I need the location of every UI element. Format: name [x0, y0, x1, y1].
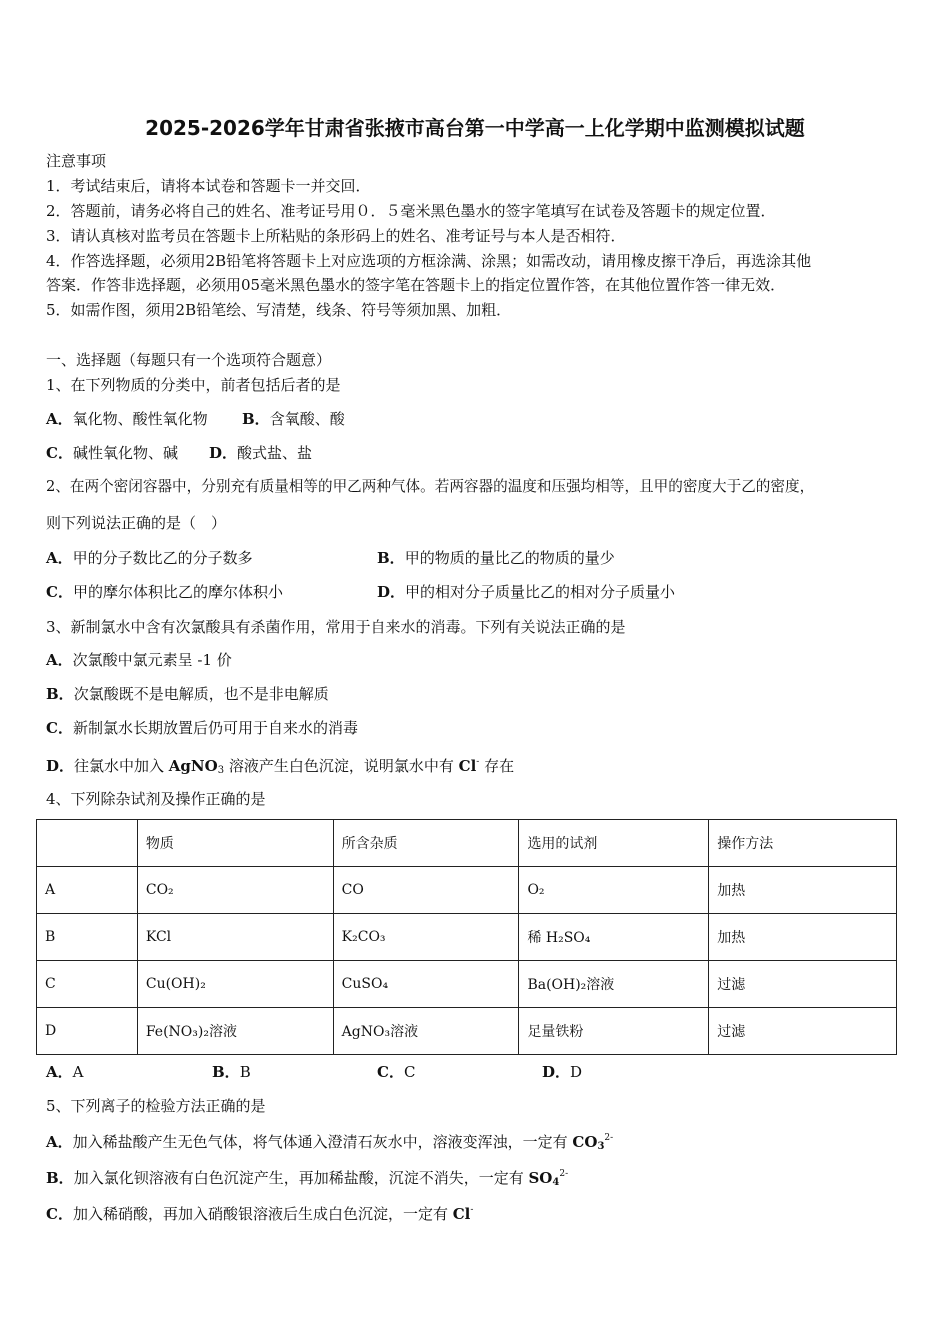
notice-item-4-cont: 答案．作答非选择题，必须用05毫米黑色墨水的签字笔在答题卡上的指定位置作答，在其他位置作答一律无效． [46, 276, 786, 294]
table-cell: 足量铁粉 [519, 1008, 709, 1055]
table-cell: O₂ [519, 867, 709, 914]
question-4-stem: 4、下列除杂试剂及操作正确的是 [46, 790, 266, 808]
q1-option-a: A．氧化物、酸性氧化物 [46, 410, 208, 428]
q3-option-d: D．往氯水中加入 AgNO$_3$ 溶液产生白色沉淀，说明氯水中有 Cl- 存在 [46, 757, 515, 776]
q2-option-d: D．甲的相对分子质量比乙的相对分子质量小 [377, 583, 676, 601]
q3-option-a: A．次氯酸中氯元素呈 -1 价 [46, 651, 232, 669]
q2-option-a: A．甲的分子数比乙的分子数多 [46, 549, 253, 567]
table-cell: 稀 H₂SO₄ [519, 914, 709, 961]
impurity-table [36, 819, 897, 1055]
table-row [37, 961, 897, 1008]
table-header-cell: 操作方法 [709, 820, 897, 867]
table-header-cell: 所含杂质 [333, 820, 519, 867]
table-header-row [37, 820, 897, 867]
q1-option-c: C．碱性氧化物、碱 [46, 444, 178, 462]
table-cell: CO [333, 867, 519, 914]
q4-option-a: A．A [46, 1063, 84, 1081]
q4-option-c: C．C [377, 1063, 416, 1081]
q4-option-d: D．D [542, 1063, 583, 1081]
notice-item-5: 5．如需作图，须用2B铅笔绘、写清楚，线条、符号等须加黑、加粗． [46, 301, 512, 319]
table-header-cell: 选用的试剂 [519, 820, 709, 867]
q3-option-b: B．次氯酸既不是电解质，也不是非电解质 [46, 685, 329, 703]
q4-option-b: B．B [212, 1063, 251, 1081]
table-cell: 加热 [709, 867, 897, 914]
table-cell: CO₂ [137, 867, 333, 914]
q5-option-a: A．加入稀盐酸产生无色气体，将气体通入澄清石灰水中，溶液变浑浊，一定有 $CO_3^{2-}$ [46, 1133, 614, 1152]
section-heading: 一、选择题（每题只有一个选项符合题意） [46, 351, 332, 369]
table-cell: Fe(NO₃)₂溶液 [137, 1008, 333, 1055]
question-3-stem: 3、新制氯水中含有次氯酸具有杀菌作用，常用于自来水的消毒。下列有关说法正确的是 [46, 618, 626, 636]
table-cell: Ba(OH)₂溶液 [519, 961, 709, 1008]
table-row [37, 867, 897, 914]
table-cell: 过滤 [709, 1008, 897, 1055]
q2-option-c: C．甲的摩尔体积比乙的摩尔体积小 [46, 583, 283, 601]
table-cell: K₂CO₃ [333, 914, 519, 961]
table-header-cell [37, 820, 138, 867]
q3-option-c: C．新制氯水长期放置后仍可用于自来水的消毒 [46, 719, 358, 737]
table-row [37, 1008, 897, 1055]
table-cell: 加热 [709, 914, 897, 961]
exam-title: 2025-2026学年甘肃省张掖市高台第一中学高一上化学期中监测模拟试题 [145, 116, 805, 140]
table-cell: 过滤 [709, 961, 897, 1008]
table-cell: A [37, 867, 138, 914]
question-5-stem: 5、下列离子的检验方法正确的是 [46, 1097, 266, 1115]
table-header-cell: 物质 [137, 820, 333, 867]
q5-option-b: B．加入氯化钡溶液有白色沉淀产生，再加稀盐酸，沉淀不消失，一定有 $SO_4^{2-}$ [46, 1169, 569, 1188]
table-cell: B [37, 914, 138, 961]
q2-option-b: B．甲的物质的量比乙的物质的量少 [377, 549, 615, 567]
q1-option-b: B．含氧酸、酸 [242, 410, 345, 428]
table-row [37, 914, 897, 961]
notice-heading: 注意事项 [46, 152, 107, 170]
table-cell: CuSO₄ [333, 961, 519, 1008]
table-cell: Cu(OH)₂ [137, 961, 333, 1008]
notice-item-3: 3．请认真核对监考员在答题卡上所粘贴的条形码上的姓名、准考证号与本人是否相符． [46, 227, 626, 245]
notice-item-2: 2．答题前，请务必将自己的姓名、准考证号用０．５毫米黑色墨水的签字笔填写在试卷及答题卡的规定位置． [46, 202, 776, 220]
q1-option-d: D．酸式盐、盐 [209, 444, 313, 462]
table-cell: AgNO₃溶液 [333, 1008, 519, 1055]
question-1-stem: 1、在下列物质的分类中，前者包括后者的是 [46, 376, 341, 394]
question-2-stem-cont: 则下列说法正确的是（ ） [46, 514, 227, 532]
table-cell: D [37, 1008, 138, 1055]
table-cell: KCl [137, 914, 333, 961]
notice-item-4: 4．作答选择题，必须用2B铅笔将答题卡上对应选项的方框涂满、涂黑；如需改动，请用橡皮擦干净后，再选涂其他 [46, 252, 812, 270]
notice-item-1: 1．考试结束后，请将本试卷和答题卡一并交回． [46, 177, 371, 195]
table-cell: C [37, 961, 138, 1008]
q5-option-c: C．加入稀硝酸，再加入硝酸银溶液后生成白色沉淀，一定有 Cl- [46, 1205, 474, 1223]
question-2-stem: 2、在两个密闭容器中，分别充有质量相等的甲乙两种气体。若两容器的温度和压强均相等，且甲的密度大于乙的密度， [46, 478, 815, 495]
